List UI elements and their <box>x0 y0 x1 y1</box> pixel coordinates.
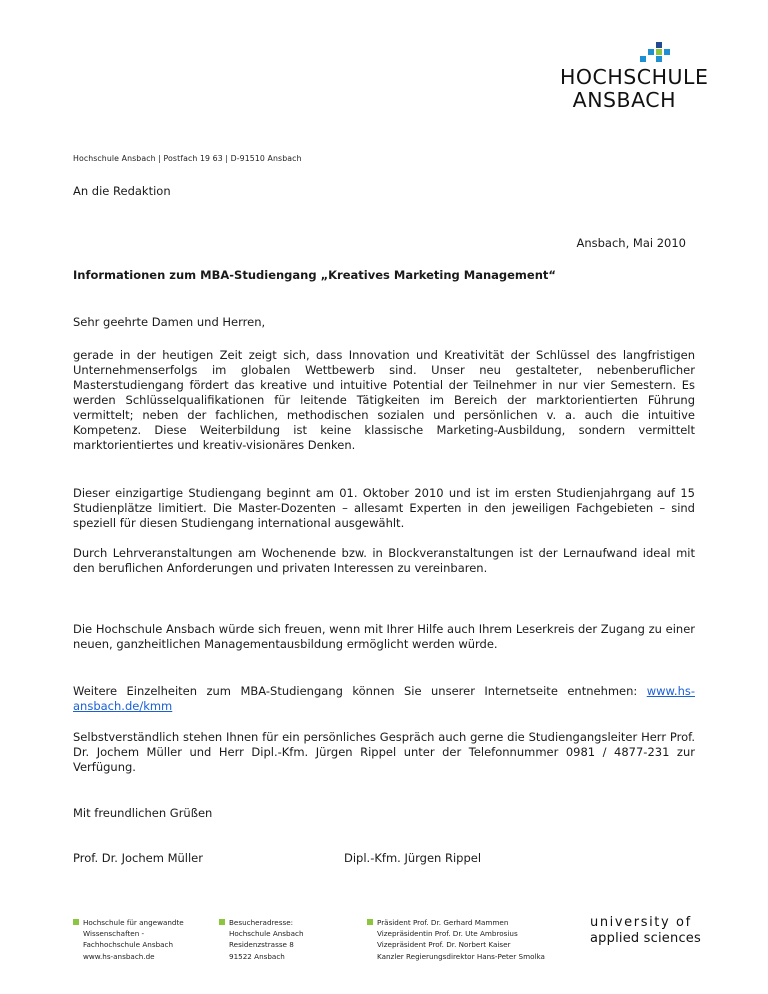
subject-line: Informationen zum MBA-Studiengang „Kreatives Marketing Management“ <box>73 268 556 282</box>
footer-column-institution <box>73 917 184 962</box>
sender-address-line: Hochschule Ansbach | Postfach 19 63 | D-91510 Ansbach <box>73 154 302 163</box>
logo-square <box>664 49 670 55</box>
footer-tagline <box>590 915 701 947</box>
footer-text: Vizepräsidentin Prof. Dr. Ute Ambrosius <box>377 929 518 939</box>
date-line: Ansbach, Mai 2010 <box>576 236 686 250</box>
tagline-line-2: applied sciences <box>590 931 701 946</box>
closing: Mit freundlichen Grüßen <box>73 806 213 820</box>
logo-square <box>640 56 646 62</box>
recipient: An die Redaktion <box>73 184 171 198</box>
footer-text: 91522 Ansbach <box>229 951 285 961</box>
body-paragraph-5 <box>73 684 695 714</box>
body-paragraph-2: Dieser einzigartige Studiengang beginnt am 01. Oktober 2010 und ist im ersten Studienjahrgang auf 15 Studienplätze limitiert. Die Master-Dozenten – allesamt Experten in den jeweiligen Fachgebieten – sind speziell für diesen Studiengang international ausgewählt. <box>73 486 695 530</box>
footer-column-officials <box>367 917 545 962</box>
logo-line-1: HOCHSCHULE <box>560 65 709 89</box>
body-paragraph-4: Die Hochschule Ansbach würde sich freuen, wenn mit Ihrer Hilfe auch Ihrem Leserkreis der Zugang zu einer neuen, ganzheitlichen Managementausbildung ermöglicht werden würde. <box>73 622 695 651</box>
footer-text: Besucheradresse: <box>229 918 294 927</box>
logo-square <box>648 49 654 55</box>
footer-text: Hochschule für angewandte <box>83 918 184 927</box>
body-paragraph-3: Durch Lehrveranstaltungen am Wochenende bzw. in Blockveranstaltungen ist der Lernaufwand ideal mit den beruflichen Anforderungen und privaten Interessen zu vereinbaren. <box>73 546 695 575</box>
logo-wordmark <box>560 65 709 112</box>
university-logo <box>560 40 710 120</box>
footer-text: Wissenschaften - <box>83 929 145 939</box>
body-paragraph-6: Selbstverständlich stehen Ihnen für ein persönliches Gespräch auch gerne die Studiengangsleiter Herr Prof. Dr. Jochem Müller und Herr Dipl.-Kfm. Jürgen Rippel unter der Telefonnummer 0981 / 4877-231 zur Verfügung. <box>73 730 695 774</box>
body-paragraph-5-text: Weitere Einzelheiten zum MBA-Studiengang können Sie unserer Internetseite entnehmen: <box>73 684 647 698</box>
footer-text: Vizepräsident Prof. Dr. Norbert Kaiser <box>377 940 511 950</box>
logo-square <box>656 49 662 55</box>
footer-text: Hochschule Ansbach <box>229 929 304 939</box>
green-bullet-icon <box>367 919 373 925</box>
footer-text: Kanzler Regierungsdirektor Hans-Peter Smolka <box>377 951 545 961</box>
salutation: Sehr geehrte Damen und Herren, <box>73 315 266 329</box>
website-link[interactable]: www.hs-ansbach.de/kmm <box>73 684 695 713</box>
footer-text: Präsident Prof. Dr. Gerhard Mammen <box>377 918 509 927</box>
logo-square <box>656 56 662 62</box>
green-bullet-icon <box>219 919 225 925</box>
footer-text: Residenzstrasse 8 <box>229 940 294 950</box>
logo-line-2: ANSBACH <box>572 88 676 112</box>
footer-website: www.hs-ansbach.de <box>83 951 155 961</box>
body-paragraph-1: gerade in der heutigen Zeit zeigt sich, dass Innovation und Kreativität der Schlüssel des langfristigen Unternehmenserfolgs im globalen Wettbewerb sind. Unser neu gestalteter, nebenberuflicher Masterstudiengang fördert das kreative und intuitive Potential der Teilnehmer in nur vier Semestern. Es werden Schlüsselqualifikationen für leitende Tätigkeiten im Bereich der marktorientierten Führung vermittelt; neben der fachlichen, methodischen sozialen und persönlichen v. a. auch die intuitive Kompetenz. Diese Weiterbildung ist keine klassische Marketing-Ausbildung, sondern vermittelt marktorientiertes und kreativ-visionäres Denken. <box>73 348 695 452</box>
signature-2: Dipl.-Kfm. Jürgen Rippel <box>344 851 482 865</box>
footer-text: Fachhochschule Ansbach <box>83 940 174 950</box>
signature-1: Prof. Dr. Jochem Müller <box>73 851 203 865</box>
footer-column-address <box>219 917 304 962</box>
green-bullet-icon <box>73 919 79 925</box>
logo-square <box>656 42 662 48</box>
tagline-line-1: university of <box>590 915 692 930</box>
